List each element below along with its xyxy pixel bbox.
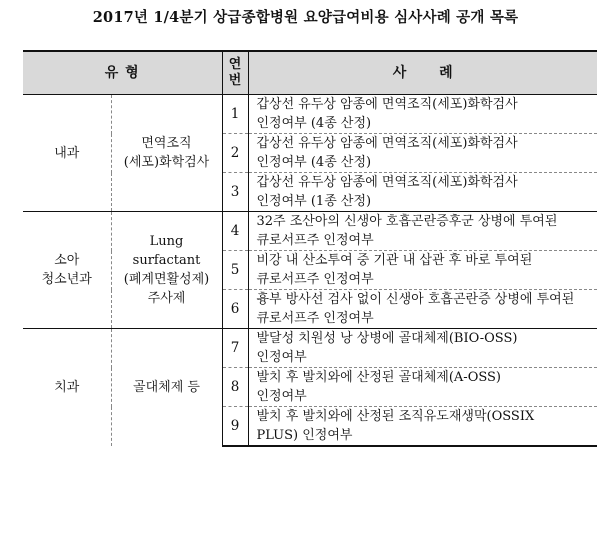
- department-cell: 치과: [23, 329, 111, 447]
- row-number: 4: [222, 212, 248, 251]
- row-number: 9: [222, 407, 248, 447]
- case-cell: 흉부 방사선 검사 없이 신생아 호흡곤란증 상병에 투여된 큐로서프주 인정여부: [248, 290, 597, 329]
- department-cell: 내과: [23, 95, 111, 212]
- case-cell: 비강 내 산소투여 중 기관 내 삽관 후 바로 투여된 큐로서프주 인정여부: [248, 251, 597, 290]
- row-number: 3: [222, 173, 248, 212]
- header-type: 유 형: [23, 51, 222, 95]
- row-number: 7: [222, 329, 248, 368]
- document-title: 2017년 1/4분기 상급종합병원 요양급여비용 심사사례 공개 목록: [92, 9, 519, 26]
- table-row: [23, 212, 597, 251]
- table-header-row: [23, 51, 597, 95]
- type-cell: 면역조직 (세포)화학검사: [111, 95, 222, 212]
- header-case: 사 례: [248, 51, 597, 95]
- case-table: [23, 50, 597, 447]
- type-cell: 골대체제 등: [111, 329, 222, 447]
- table-row: [23, 329, 597, 368]
- case-cell: 발치 후 발치와에 산정된 조직유도재생막(OSSIX PLUS) 인정여부: [248, 407, 597, 447]
- header-number: 연 번: [222, 51, 248, 95]
- department-cell: 소아 청소년과: [23, 212, 111, 329]
- case-cell: 갑상선 유두상 암종에 면역조직(세포)화학검사 인정여부 (1종 산정): [248, 173, 597, 212]
- case-cell: 갑상선 유두상 암종에 면역조직(세포)화학검사 인정여부 (4종 산정): [248, 95, 597, 134]
- case-cell: 32주 조산아의 신생아 호흡곤란증후군 상병에 투여된 큐로서프주 인정여부: [248, 212, 597, 251]
- table-row: [23, 95, 597, 134]
- type-cell: Lung surfactant (폐계면활성제) 주사제: [111, 212, 222, 329]
- row-number: 5: [222, 251, 248, 290]
- row-number: 8: [222, 368, 248, 407]
- case-cell: 발치 후 발치와에 산정된 골대체제(A-OSS) 인정여부: [248, 368, 597, 407]
- row-number: 6: [222, 290, 248, 329]
- case-cell: 발달성 치원성 낭 상병에 골대체제(BIO-OSS) 인정여부: [248, 329, 597, 368]
- row-number: 1: [222, 95, 248, 134]
- case-cell: 갑상선 유두상 암종에 면역조직(세포)화학검사 인정여부 (4종 산정): [248, 134, 597, 173]
- row-number: 2: [222, 134, 248, 173]
